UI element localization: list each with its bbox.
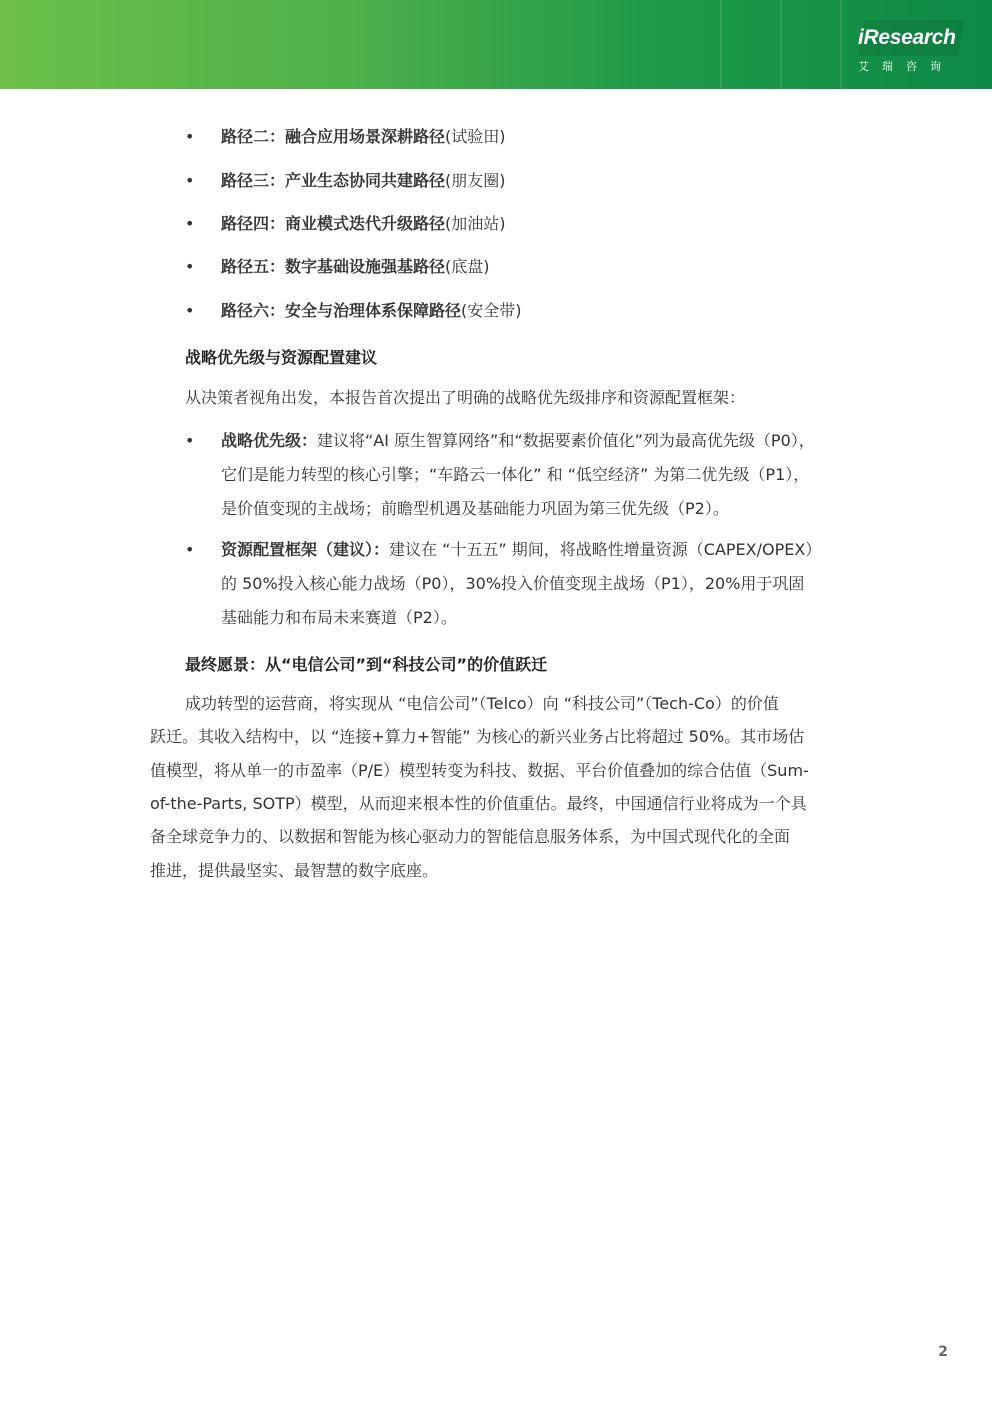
path-label: 路径四：商业模式迭代升级路径 xyxy=(221,214,446,233)
logo-brand-text: iResearch xyxy=(858,26,956,49)
path-label: 路径三：产业生态协同共建路径 xyxy=(221,171,446,190)
path-label: 路径六：安全与治理体系保障路径 xyxy=(221,301,462,320)
path-note: (朋友圈) xyxy=(445,171,506,190)
priority-item-line: 是价值变现的主战场；前瞻型机遇及基础能力巩固为第三优先级（P2）。 xyxy=(221,499,729,518)
resource-item-line: 的 50%投入核心能力战场（P0），30%投入价值变现主战场（P1），20%用于巩固 xyxy=(221,574,805,593)
vision-line: 跃迁。其收入结构中，以 “连接+算力+智能” 为核心的新兴业务占比将超过 50%。其市场估 xyxy=(150,727,805,746)
path-note: (加油站) xyxy=(445,214,506,233)
vision-heading: 最终愿景：从“电信公司”到“科技公司”的价值跃迁 xyxy=(185,655,548,674)
priority-item-line: 它们是能力转型的核心引擎；“车路云一体化” 和 “低空经济” 为第二优先级（P1）， xyxy=(221,465,810,484)
vision-line: 备全球竞争力的、以数据和智能为核心驱动力的智能信息服务体系，为中国式现代化的全面 xyxy=(150,827,791,846)
bullet-icon: • xyxy=(185,127,195,146)
path-note: (安全带) xyxy=(461,301,522,320)
vision-line: of-the-Parts, SOTP）模型，从而迎来根本性的价值重估。最终，中国通信行业将成为一个具 xyxy=(150,794,807,813)
resource-item-line: 基础能力和布局未来赛道（P2）。 xyxy=(221,608,457,627)
path-note: (试验田) xyxy=(445,127,506,146)
vision-line: 值模型，将从单一的市盈率（P/E）模型转变为科技、数据、平台价值叠加的综合估值（Sum- xyxy=(150,761,809,780)
bullet-icon: • xyxy=(185,257,195,276)
vision-line: 推进，提供最坚实、最智慧的数字底座。 xyxy=(150,861,439,880)
priority-item-label: 战略优先级： xyxy=(221,431,318,450)
priority-item-line: 建议将“AI 原生智算网络”和“数据要素价值化”列为最高优先级（P0）， xyxy=(317,431,815,450)
page-number: 2 xyxy=(938,1344,948,1360)
page-header-banner xyxy=(0,0,992,89)
path-label: 路径五：数字基础设施强基路径 xyxy=(221,257,446,276)
path-label: 路径二：融合应用场景深耕路径 xyxy=(221,127,446,146)
bullet-icon: • xyxy=(185,540,195,559)
vision-line: 成功转型的运营商，将实现从 “电信公司”（Telco）向 “科技公司”（Tech-Co）的价值 xyxy=(185,694,779,713)
bullet-icon: • xyxy=(185,214,195,233)
resource-item-label: 资源配置框架（建议）： xyxy=(221,540,390,559)
resource-item-line: 建议在 “十五五” 期间，将战略性增量资源（CAPEX/OPEX） xyxy=(389,540,822,559)
bullet-icon: • xyxy=(185,301,195,320)
path-note: (底盘) xyxy=(445,257,490,276)
bullet-icon: • xyxy=(185,431,195,450)
priority-heading: 战略优先级与资源配置建议 xyxy=(185,348,378,367)
bullet-icon: • xyxy=(185,171,195,190)
iresearch-logo xyxy=(854,20,964,76)
logo-brand-cn: 艾瑞咨询 xyxy=(858,60,954,73)
priority-intro: 从决策者视角出发，本报告首次提出了明确的战略优先级排序和资源配置框架： xyxy=(185,388,746,407)
